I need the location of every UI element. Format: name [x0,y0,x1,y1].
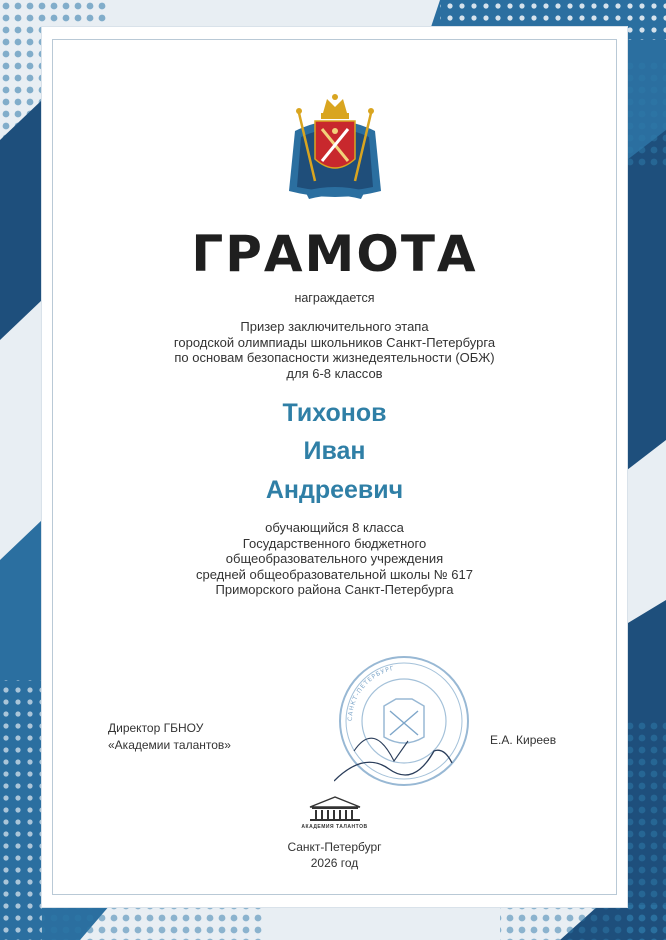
description-line: Призер заключительного этапа [240,319,429,334]
school-line: обучающийся 8 класса [265,520,404,535]
issue-place-date [42,839,627,871]
year-label: 2026 год [310,856,359,870]
recipient-last-name: Тихонов [282,399,387,427]
academy-logo-icon [304,795,366,823]
director-title [108,720,231,754]
description-line: по основам безопасности жизнедеятельности (ОБЖ) [174,350,495,365]
city-label: Санкт-Петербург [287,840,382,854]
recipient-patronymic: Андреевич [265,476,404,504]
school-line: средней общеобразовательной школы № 617 [196,566,473,582]
coat-of-arms-icon [285,91,385,211]
official-seal-icon [334,651,474,791]
school-line: Приморского района Санкт-Петербурга [215,582,454,597]
recipient-first-name: Иван [303,437,366,465]
description-line: для 6-8 классов [286,365,383,381]
certificate-sheet [42,27,627,907]
description-line: городской олимпиады школьников Санкт-Петербурга [173,334,496,350]
school-info [42,520,627,598]
seal-text: САНКТ-ПЕТЕРБУРГ [346,664,396,722]
director-name: Е.А. Киреев [490,733,557,747]
logo-caption: АКАДЕМИЯ ТАЛАНТОВ [301,824,368,830]
awarded-text: награждается [294,291,375,305]
award-description [42,319,627,381]
certificate-title: ГРАМОТА [191,225,478,283]
school-line: Государственного бюджетного [242,535,427,551]
school-line: общеобразовательного учреждения [225,551,444,566]
director-title-line2: «Академии талантов» [108,738,231,752]
director-title-line1: Директор ГБНОУ [108,721,204,735]
